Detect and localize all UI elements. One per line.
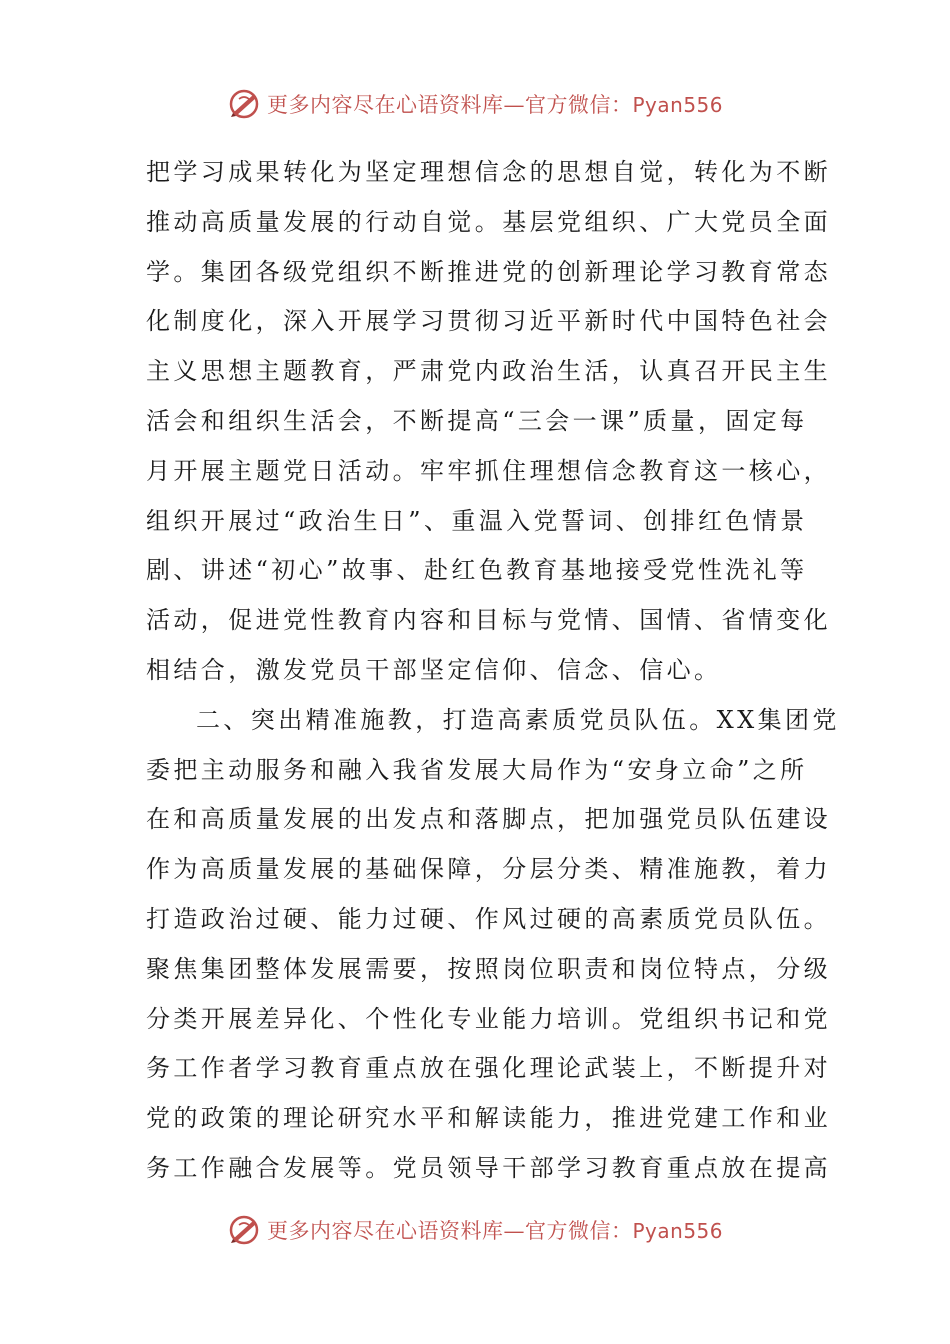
- text-line: 党的政策的理论研究水平和解读能力，推进党建工作和业: [146, 1104, 831, 1133]
- text-line: 活会和组织生活会，不断提高“三会一课”质量，固定每: [146, 406, 808, 435]
- text-line: 作为高质量发展的基础保障，分层分类、精准施教，着力: [146, 855, 831, 884]
- text-line: 活动，促进党性教育内容和目标与党情、国情、省情变化: [146, 606, 831, 635]
- text-line: 务工作融合发展等。党员领导干部学习教育重点放在提高: [146, 1153, 831, 1182]
- text-line: 务工作者学习教育重点放在强化理论武装上，不断提升对: [146, 1054, 831, 1083]
- text-line: 学。集团各级党组织不断推进党的创新理论学习教育常态: [146, 257, 831, 286]
- text-line: 相结合，激发党员干部坚定信仰、信念、信心。: [146, 655, 722, 684]
- header-wechat-id: Pyan556: [632, 93, 723, 117]
- document-body: [146, 148, 840, 1194]
- pen-circle-icon: [227, 1213, 261, 1247]
- text-line: 在和高质量发展的出发点和落脚点，把加强党员队伍建设: [146, 805, 831, 834]
- text-line: 打造政治过硬、能力过硬、作风过硬的高素质党员队伍。: [146, 904, 831, 933]
- text-line: 组织开展过“政治生日”、重温入党誓词、创排红色情景: [146, 506, 808, 535]
- text-line: 化制度化，深入开展学习贯彻习近平新时代中国特色社会: [146, 307, 831, 336]
- footer-banner: [0, 1210, 950, 1250]
- text-line: 月开展主题党日活动。牢牢抓住理想信念教育这一核心，: [146, 456, 831, 485]
- footer-banner-text: 更多内容尽在心语资料库—官方微信：Pyan556: [266, 1219, 723, 1243]
- text-line: 推动高质量发展的行动自觉。基层党组织、广大党员全面: [146, 207, 831, 236]
- section-heading-line: 二、突出精准施教，打造高素质党员队伍。XX集团党: [196, 705, 840, 734]
- header-banner: [0, 84, 950, 124]
- pen-circle-icon: [227, 87, 261, 121]
- header-banner-text: 更多内容尽在心语资料库—官方微信：Pyan556: [266, 93, 723, 117]
- footer-wechat-id: Pyan556: [632, 1219, 723, 1243]
- text-line: 把学习成果转化为坚定理想信念的思想自觉，转化为不断: [146, 158, 831, 186]
- text-line: 委把主动服务和融入我省发展大局作为“安身立命”之所: [146, 755, 808, 784]
- text-line: 聚焦集团整体发展需要，按照岗位职责和岗位特点，分级: [146, 954, 831, 983]
- text-line: 剧、讲述“初心”故事、赴红色教育基地接受党性洗礼等: [146, 556, 808, 585]
- text-line: 分类开展差异化、个性化专业能力培训。党组织书记和党: [146, 1004, 831, 1033]
- text-line: 主义思想主题教育，严肃党内政治生活，认真召开民主生: [146, 357, 831, 386]
